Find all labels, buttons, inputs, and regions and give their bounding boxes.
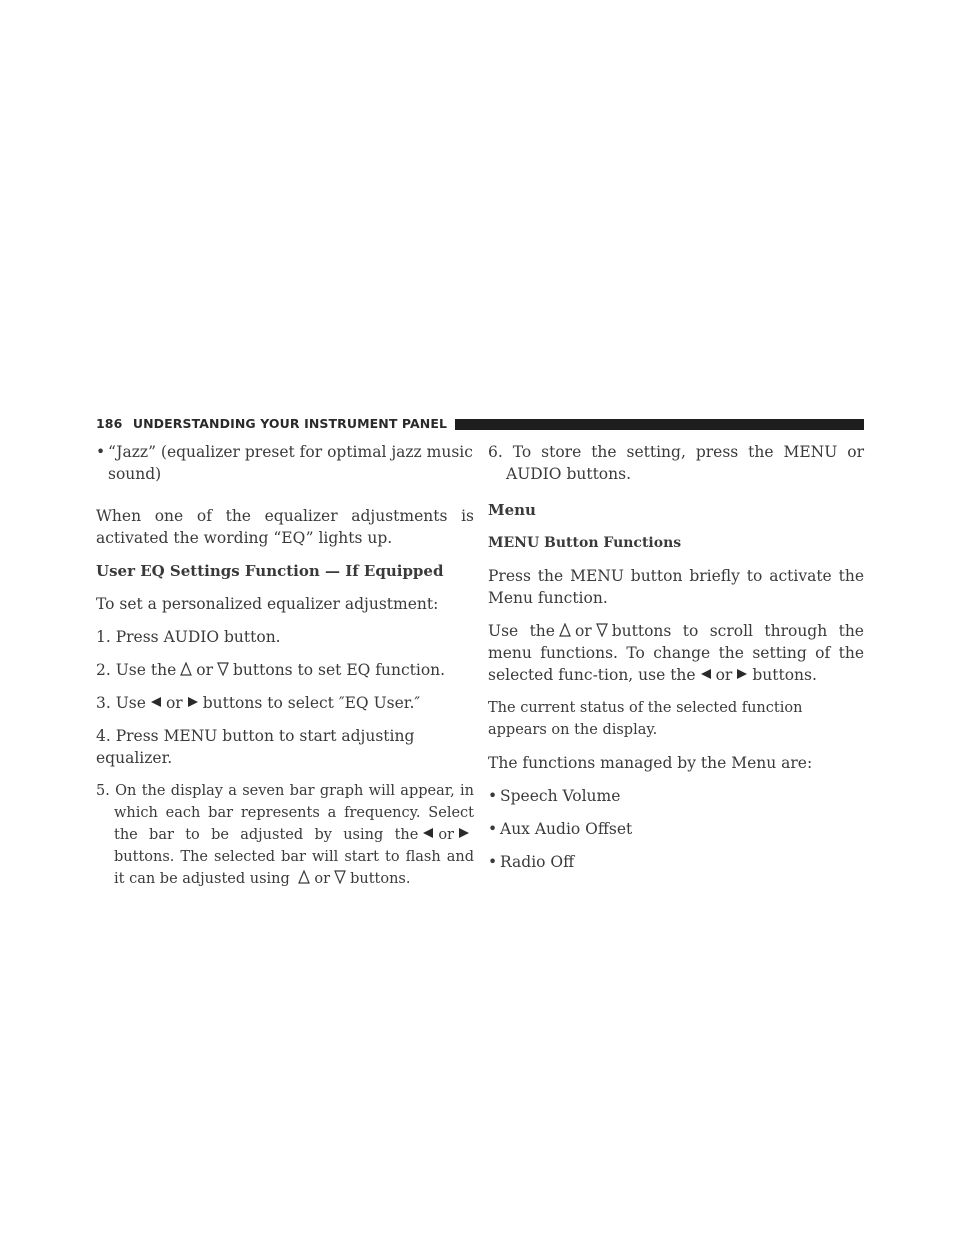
bullet-dot: • bbox=[488, 787, 498, 805]
step-text: buttons. The selected bar will start to flash and it can be adjusted using bbox=[114, 849, 474, 887]
right-column bbox=[488, 441, 864, 884]
right-arrow-filled-icon bbox=[736, 667, 748, 681]
step-1: 1. Press AUDIO button. bbox=[96, 628, 281, 646]
menu-item-label: Radio Off bbox=[500, 853, 575, 871]
step-text: Use the bbox=[115, 661, 177, 679]
page-header bbox=[96, 417, 864, 431]
bullet-jazz bbox=[96, 441, 474, 485]
step-number: 2. bbox=[96, 661, 111, 679]
header-text bbox=[96, 413, 447, 435]
up-triangle-outline-icon bbox=[180, 662, 192, 676]
menu-item bbox=[488, 851, 864, 873]
step-6 bbox=[488, 441, 864, 485]
or-text: or bbox=[196, 661, 213, 679]
bullet-text: “Jazz” (equalizer preset for optimal jazz music sound) bbox=[108, 443, 473, 483]
para-text: buttons to scroll through the menu functions. To change the setting of the selected func-tion, use the bbox=[488, 622, 864, 684]
bullet-dot: • bbox=[96, 443, 106, 461]
para-text: Use the bbox=[488, 622, 555, 640]
step-5 bbox=[96, 780, 474, 890]
bullet-dot: • bbox=[488, 853, 498, 871]
down-triangle-outline-icon bbox=[217, 662, 229, 676]
section-title: UNDERSTANDING YOUR INSTRUMENT PANEL bbox=[132, 416, 448, 431]
left-arrow-filled-icon bbox=[422, 826, 434, 840]
step-2 bbox=[96, 659, 474, 681]
menu-item-label: Aux Audio Offset bbox=[500, 820, 633, 838]
right-arrow-filled-icon bbox=[187, 695, 199, 709]
step-text: buttons to select ″EQ User.″ bbox=[202, 694, 421, 712]
use-buttons-paragraph bbox=[488, 620, 864, 686]
step-4: 4. Press MENU button to start adjusting equalizer. bbox=[96, 727, 415, 767]
bullet-dot: • bbox=[488, 820, 498, 838]
user-eq-heading: User EQ Settings Function — If Equipped bbox=[96, 562, 444, 580]
para-text: buttons. bbox=[752, 666, 817, 684]
status-text: The current status of the selected function appears on the display. bbox=[488, 700, 803, 738]
down-triangle-outline-icon bbox=[334, 870, 346, 884]
down-triangle-outline-icon bbox=[596, 623, 608, 637]
left-arrow-filled-icon bbox=[700, 667, 712, 681]
managed-intro: The functions managed by the Menu are: bbox=[488, 754, 813, 772]
menu-functions-heading: MENU Button Functions bbox=[488, 535, 682, 551]
menu-item-label: Speech Volume bbox=[500, 787, 621, 805]
or-text: or bbox=[314, 871, 331, 887]
or-text: or bbox=[438, 827, 454, 843]
menu-item bbox=[488, 818, 864, 840]
or-text: or bbox=[715, 666, 733, 684]
left-column bbox=[96, 441, 474, 901]
step-text: buttons. bbox=[350, 871, 411, 887]
step-text: buttons to set EQ function. bbox=[233, 661, 446, 679]
up-triangle-outline-icon bbox=[559, 623, 571, 637]
menu-heading: Menu bbox=[488, 501, 536, 519]
press-menu-text: Press the MENU button briefly to activate the Menu function. bbox=[488, 567, 864, 607]
step-text: To store the setting, press the MENU or AUDIO buttons. bbox=[506, 443, 864, 483]
step-number: 6. bbox=[488, 443, 503, 461]
step-text: On the display a seven bar graph will appear, in which each bar represents a frequency. Select the bar to be adjusted by using the bbox=[114, 783, 474, 843]
step-number: 3. bbox=[96, 694, 111, 712]
menu-item bbox=[488, 785, 864, 807]
header-rule bbox=[455, 419, 864, 430]
step-3 bbox=[96, 692, 474, 714]
eq-indicator-text: When one of the equalizer adjustments is activated the wording “EQ” lights up. bbox=[96, 507, 474, 547]
up-triangle-outline-icon bbox=[298, 870, 310, 884]
step-number: 5. bbox=[96, 783, 110, 799]
left-arrow-filled-icon bbox=[150, 695, 162, 709]
or-text: or bbox=[574, 622, 592, 640]
page-number: 186 bbox=[96, 416, 123, 431]
or-text: or bbox=[165, 694, 183, 712]
intro-text: To set a personalized equalizer adjustment: bbox=[96, 595, 439, 613]
step-text: Use bbox=[115, 694, 146, 712]
right-arrow-filled-icon bbox=[458, 826, 470, 840]
